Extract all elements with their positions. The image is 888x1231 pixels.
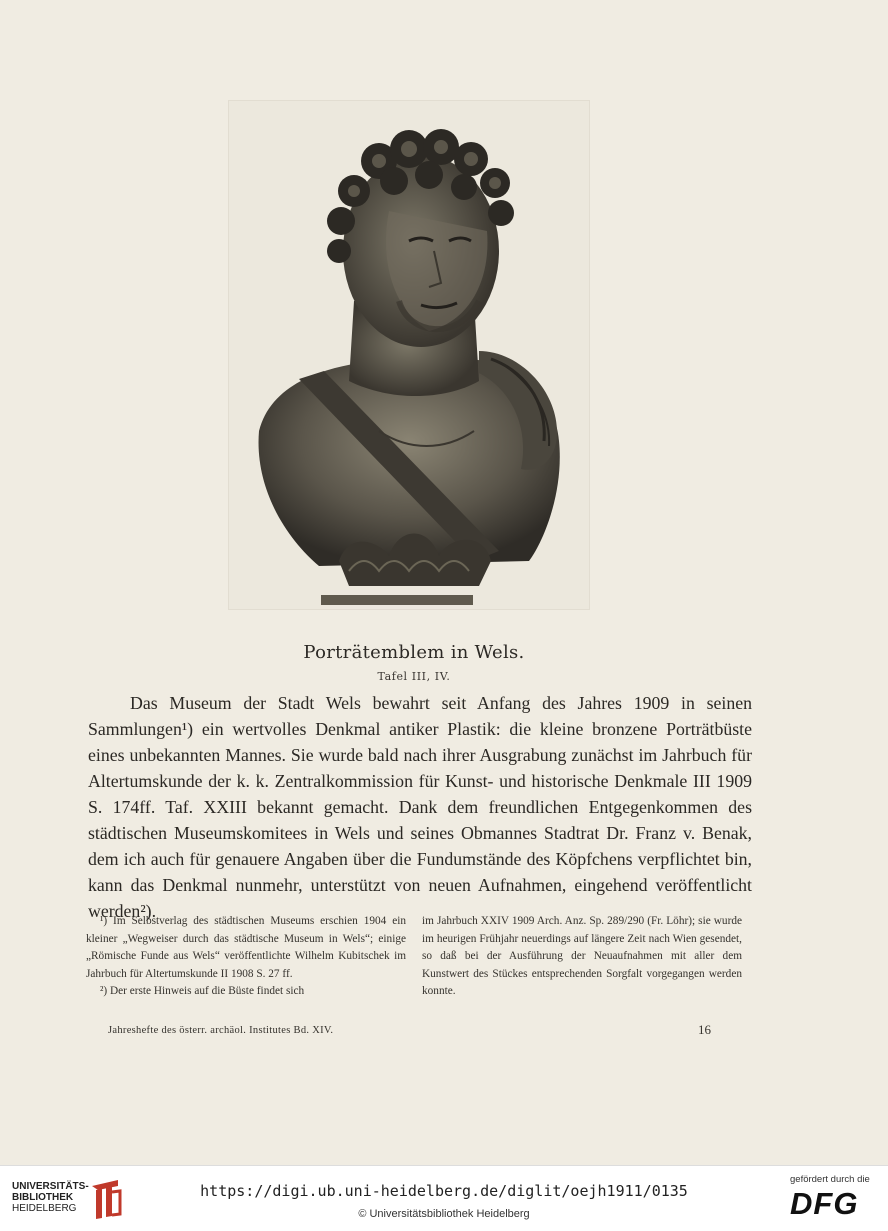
footnote-1: ¹) Im Selbstverlag des städtischen Museums erschien 1904 ein kleiner „Wegweiser durch das städtische Museum in Wels“; einige „Römische Funde aus Wels“ veröffentlichte Wilhelm Kubitschek im Jahrbuch für Altertumskunde II 1908 S. 27 ff. [86, 915, 406, 980]
permalink-url[interactable]: https://digi.ub.uni-heidelberg.de/diglit/oejh1911/0135 [200, 1182, 688, 1200]
copyright-notice: © Universitätsbibliothek Heidelberg [358, 1208, 530, 1220]
footnote-2-continued: im Jahrbuch XXIV 1909 Arch. Anz. Sp. 289/290 (Fr. Löhr); sie wurde im heurigen Frühjahr neuerdings auf längere Zeit nach Wien gesendet, so daß bei der Ausführung der Neuaufnahmen mit aller dem Kunstwert des Stückes entsprechenden Sorgfalt vorgegangen werden konnte. [422, 915, 742, 997]
body-paragraph [88, 690, 752, 924]
footnotes-left-column [86, 913, 406, 1001]
bust-photograph [228, 100, 590, 610]
dfg-logo[interactable]: DFG [790, 1186, 859, 1221]
funding-label: gefördert durch die [790, 1174, 870, 1185]
footnote-2-start: ²) Der erste Hinweis auf die Büste findet sich [100, 985, 305, 997]
page-number: 16 [698, 1022, 711, 1037]
running-head: Jahreshefte des österr. archäol. Institutes Bd. XIV. [108, 1025, 334, 1036]
footnotes-right-column [422, 913, 742, 1001]
viewer-footer [0, 1165, 888, 1231]
article-title: Porträtemblem in Wels. [303, 642, 525, 663]
plate-reference: Tafel III, IV. [377, 670, 451, 683]
bronze-bust-image [229, 101, 589, 609]
paragraph-text: Das Museum der Stadt Wels bewahrt seit Anfang des Jahres 1909 in seinen Sammlungen¹) ein wertvolles Denkmal antiker Plastik: die kleine bronzene Porträtbüste eines unbekannten Mannes. Sie wurde bald nach ihrer Ausgrabung zunächst im Jahrbuch für Altertumskunde der k. k. Zentralkommission für Kunst- und historische Denkmale III 1909 S. 174ff. Taf. XXIII bekannt gemacht. Dank dem freundlichen Entgegenkommen des städtischen Museumskomitees in Wels und seines Obmannes Stadtrat Dr. Franz v. Benak, dem ich auch für genauere Angaben über die Fundumstände des Köpfchens verpflichtet bin, kann das Denkmal nunmehr, unterstützt von neuen Aufnahmen, eingehend veröffentlicht werden²). [88, 693, 752, 921]
library-line-2: BIBLIOTHEK [12, 1192, 74, 1203]
library-line-3: HEIDELBERG [12, 1203, 77, 1214]
library-line-1: UNIVERSITÄTS- [12, 1181, 89, 1192]
